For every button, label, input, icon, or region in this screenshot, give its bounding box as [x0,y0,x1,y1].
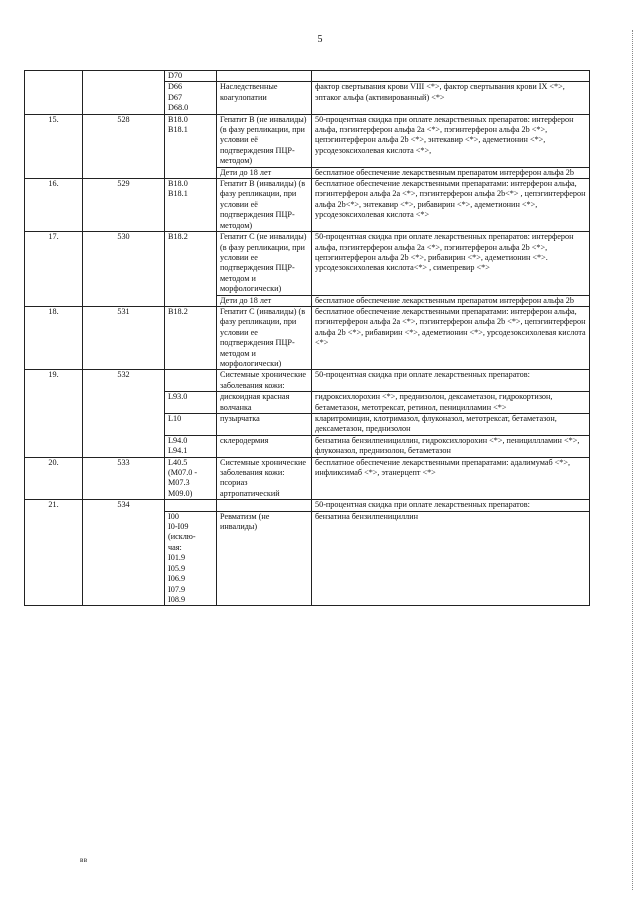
benefit-text: кларитромицин, клотримазол, флуконазол, метотрексат, бетаметазон, дексаметазон, преднизолон [312,414,590,436]
table-row [25,179,590,232]
disease-name: склеродермия [217,435,312,457]
icd-codes [165,500,217,511]
row-number: 17. [25,232,83,307]
table-row [25,457,590,500]
icd-codes: D66 D67 D68.0 [165,82,217,114]
table-row [25,232,590,295]
benefit-text: бесплатное обеспечение лекарственным препаратом интерферон альфа 2b [312,295,590,306]
benefit-text: бензатина бензилпенициллин, гидроксихлорохин <*>, пенициллламин <*>, флуконазол, преднизолон, бетаметазон [312,435,590,457]
row-number: 20. [25,457,83,500]
benefit-text: бесплатное обеспечение лекарственным препаратом интерферон альфа 2b [312,167,590,178]
icd-codes: D70 [165,71,217,82]
table-row [25,500,590,511]
scan-edge-line [632,30,634,890]
benefit-text: бензатина бензилпенициллин [312,511,590,606]
register-number: 532 [83,370,165,457]
row-number: 18. [25,306,83,369]
register-number: 529 [83,179,165,232]
register-number: 533 [83,457,165,500]
disease-name: Гепатит В (инвалиды) (в фазу репликации, при условии её подтверждения ПЦР-методом) [217,179,312,232]
icd-codes: B18.2 [165,306,217,369]
disease-name: Гепатит С (инвалиды) (в фазу репликации, при условии ее подтверждения ПЦР-методом и морфологически) [217,306,312,369]
benefit-text: бесплатное обеспечение лекарственными препаратами: интерферон альфа, пэгинтерферон альфа 2а <*>, пэгинтерферон альфа 2b<*> , цепэгинтерферон альфа 2b<*>, энтекавир <*>, рибавирин <*>, адеметионин <*>, урсодезоксихолевая кислота <*> [312,179,590,232]
benefit-text: 50-процентная скидка при оплате лекарственных препаратов: [312,370,590,392]
table-row [25,71,590,82]
register-number: 530 [83,232,165,307]
disease-name: Гепатит В (не инвалиды) (в фазу репликации, при условии её подтверждения ПЦР-методом) [217,114,312,167]
disease-name: Дети до 18 лет [217,167,312,178]
icd-codes: I00 I0-I09 (исклю- чая: I01.9 I05.9 I06.9 I07.9 I08.9 [165,511,217,606]
icd-codes: B18.0 B18.1 [165,179,217,232]
benefit-text: бесплатное обеспечение лекарственными препаратами: интерферон альфа, пэгинтерферон альфа 2а <*>, пэгинтерферон альфа 2b <*>, цепэгинтерферон альфа 2b <*>, рибавирин <*>, адеметионин <*>, урсодезоксихолевая кислота <*> [312,306,590,369]
icd-codes: L10 [165,414,217,436]
disease-name: Гепатит С (не инвалиды) (в фазу репликации, при условии ее подтверждения ПЦР-методом и морфологически) [217,232,312,295]
register-number: 528 [83,114,165,178]
icd-codes: L40.5 (M07.0 - M07.3 M09.0) [165,457,217,500]
page-number: 5 [317,34,323,45]
table-row [25,370,590,392]
icd-codes [165,370,217,392]
benefit-text: 50-процентная скидка при оплате лекарственных препаратов: [312,500,590,511]
benefit-text: бесплатное обеспечение лекарственными препаратами: адалимумаб <*>, инфликсимаб <*>, этанерцепт <*> [312,457,590,500]
benefit-text: фактор свертывания крови VIII <*>, фактор свертывания крови IX <*>, эптаког альфа (активированный) <*> [312,82,590,114]
disease-name: Ревматизм (не инвалиды) [217,511,312,606]
benefit-text: 50-процентная скидка при оплате лекарственных препаратов: интерферон альфа, пэгинтерферон альфа 2а <*>, пэгинтерферон альфа 2b <*>, цепэгинтерферон альфа 2b <*>, энтекавир <*>, адеметионин <*>, урсодезоксихолевая кислота <*>, [312,114,590,167]
icd-codes: B18.0 B18.1 [165,114,217,178]
disease-name: Системные хронические заболевания кожи: [217,370,312,392]
row-number: 21. [25,500,83,606]
disease-name: Наследственные коагулопатии [217,82,312,114]
benefit-text: 50-процентная скидка при оплате лекарственных препаратов: интерферон альфа, пэгинтерферон альфа 2а <*>, пэгинтерферон альфа 2b <*>, цепэгинтерферон альфа 2b <*>, рибавирин <*>, адеметионин <*>. урсодезоксихолевая кислота<*> , симепревир <*> [312,232,590,295]
icd-codes: L93.0 [165,392,217,414]
table-row [25,114,590,167]
disease-name: Системные хронические заболевания кожи: псориаз артропатический [217,457,312,500]
benefit-text: гидроксихлорохин <*>, преднизолон, дексаметазон, гидрокортизон, бетаметазон, метотрексат, ретинол, пеницилламин <*> [312,392,590,414]
disease-name [217,500,312,511]
footer-mark: вв [80,856,88,864]
row-number: 15. [25,114,83,178]
register-number: 531 [83,306,165,369]
table-row [25,306,590,369]
icd-codes: B18.2 [165,232,217,307]
row-number: 16. [25,179,83,232]
disease-name: дискоидная красная волчанка [217,392,312,414]
register-number: 534 [83,500,165,606]
disease-name: Дети до 18 лет [217,295,312,306]
disease-benefit-table [24,70,590,606]
row-number: 19. [25,370,83,457]
disease-name: пузырчатка [217,414,312,436]
icd-codes: L94.0 L94.1 [165,435,217,457]
